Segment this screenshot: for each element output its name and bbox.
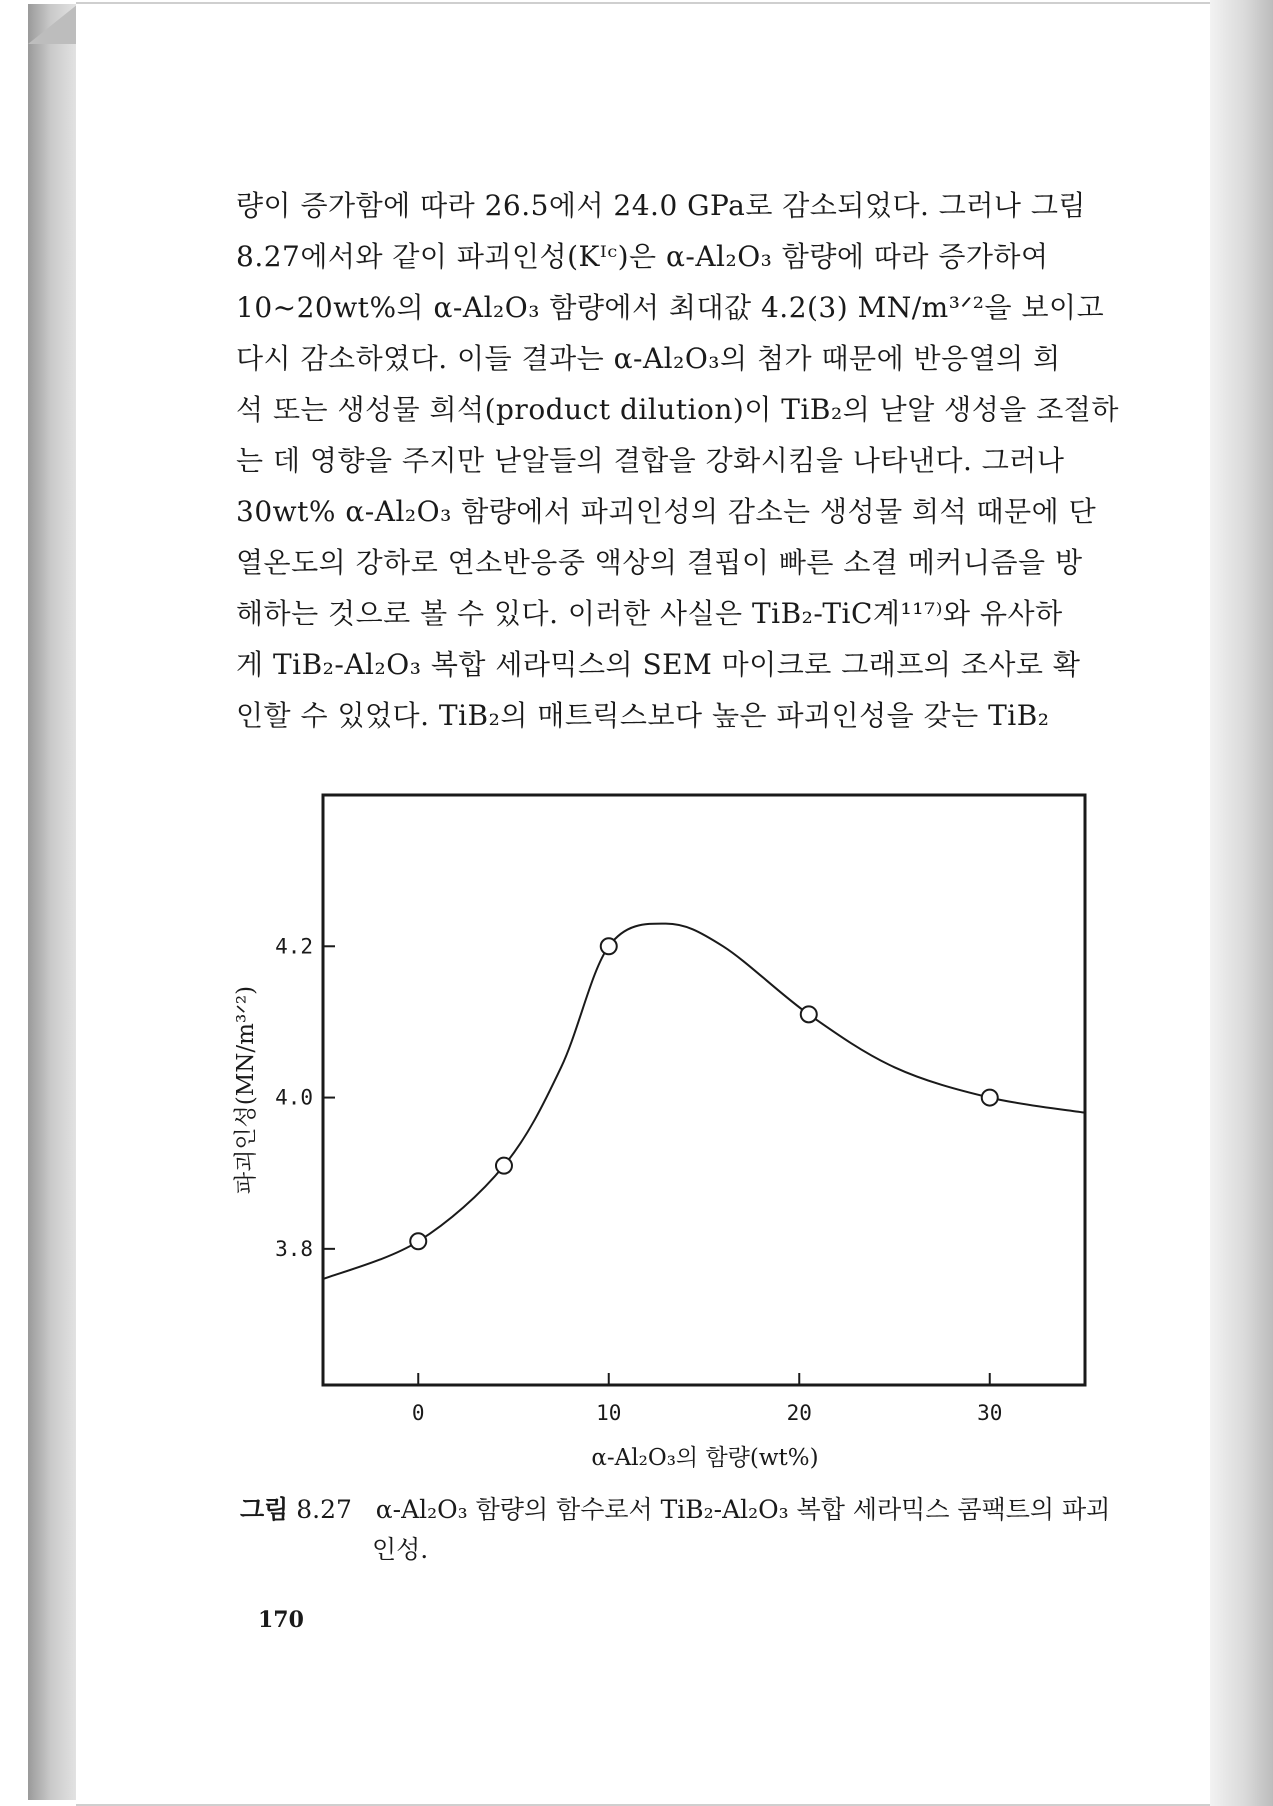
data-point-marker [410,1233,426,1249]
fracture-toughness-chart [215,780,1115,1480]
y-axis-label: 파괴인성(MN/m³ᐟ²) [233,985,259,1195]
caption-label: 그림 [240,1495,289,1524]
fitted-curve [323,924,1085,1280]
book-page-edge [1210,0,1273,1806]
y-tick-label: 4.2 [275,934,313,959]
figure-caption [240,1490,1120,1570]
body-line: 는 데 영향을 주지만 낟알들의 결합을 강화시킴을 나타낸다. 그러나 [236,444,1065,477]
y-tick-label: 4.0 [275,1085,313,1110]
figure-8-27 [215,780,1115,1480]
body-line: 다시 감소하였다. 이들 결과는 α-Al₂O₃의 첨가 때문에 반응열의 희 [236,342,1061,375]
x-tick-label: 20 [786,1401,812,1425]
y-tick-label: 3.8 [275,1236,313,1261]
x-axis-label: α-Al₂O₃의 함량(wt%) [591,1445,819,1471]
x-tick-label: 0 [411,1401,425,1425]
x-tick-label: 10 [596,1401,622,1425]
data-point-marker [801,1006,817,1022]
caption-line-1 [240,1490,1120,1530]
data-point-marker [982,1090,998,1106]
body-line: 열온도의 강하로 연소반응중 액상의 결핍이 빠른 소결 메커니즘을 방 [236,546,1083,579]
caption-number: 8.27 [296,1495,352,1524]
plot-frame [323,795,1085,1385]
data-point-marker [496,1158,512,1174]
book-spine-corner [28,4,78,44]
body-line: 해하는 것으로 볼 수 있다. 이러한 사실은 TiB₂-TiC계¹¹⁷⁾와 유사하 [236,597,1063,630]
caption-line-2: 인성. [372,1535,429,1564]
data-point-marker [601,938,617,954]
body-line: 10~20wt%의 α-Al₂O₃ 함량에서 최대값 4.2(3) MN/m³ᐟ²을 보이고 [236,291,1105,324]
caption-text: α-Al₂O₃ 함량의 함수로서 TiB₂-Al₂O₃ 복합 세라믹스 콤팩트의 파괴 [375,1495,1111,1524]
x-tick-label: 30 [977,1401,1003,1425]
body-line: 량이 증가함에 따라 26.5에서 24.0 GPa로 감소되었다. 그러나 그림 [236,189,1086,222]
body-line: 인할 수 있었다. TiB₂의 매트릭스보다 높은 파괴인성을 갖는 TiB₂ [236,699,1050,732]
page-number: 170 [258,1607,304,1633]
body-line: 30wt% α-Al₂O₃ 함량에서 파괴인성의 감소는 생성물 희석 때문에 단 [236,495,1097,528]
body-line: 8.27에서와 같이 파괴인성(Kᴵᶜ)은 α-Al₂O₃ 함량에 따라 증가하여 [236,240,1049,273]
book-spine-edge [28,4,78,1800]
body-paragraph [236,180,1119,741]
body-line: 석 또는 생성물 희석(product dilution)이 TiB₂의 낟알 생성을 조절하 [236,393,1119,426]
body-line: 게 TiB₂-Al₂O₃ 복합 세라믹스의 SEM 마이크로 그래프의 조사로 확 [236,648,1081,681]
